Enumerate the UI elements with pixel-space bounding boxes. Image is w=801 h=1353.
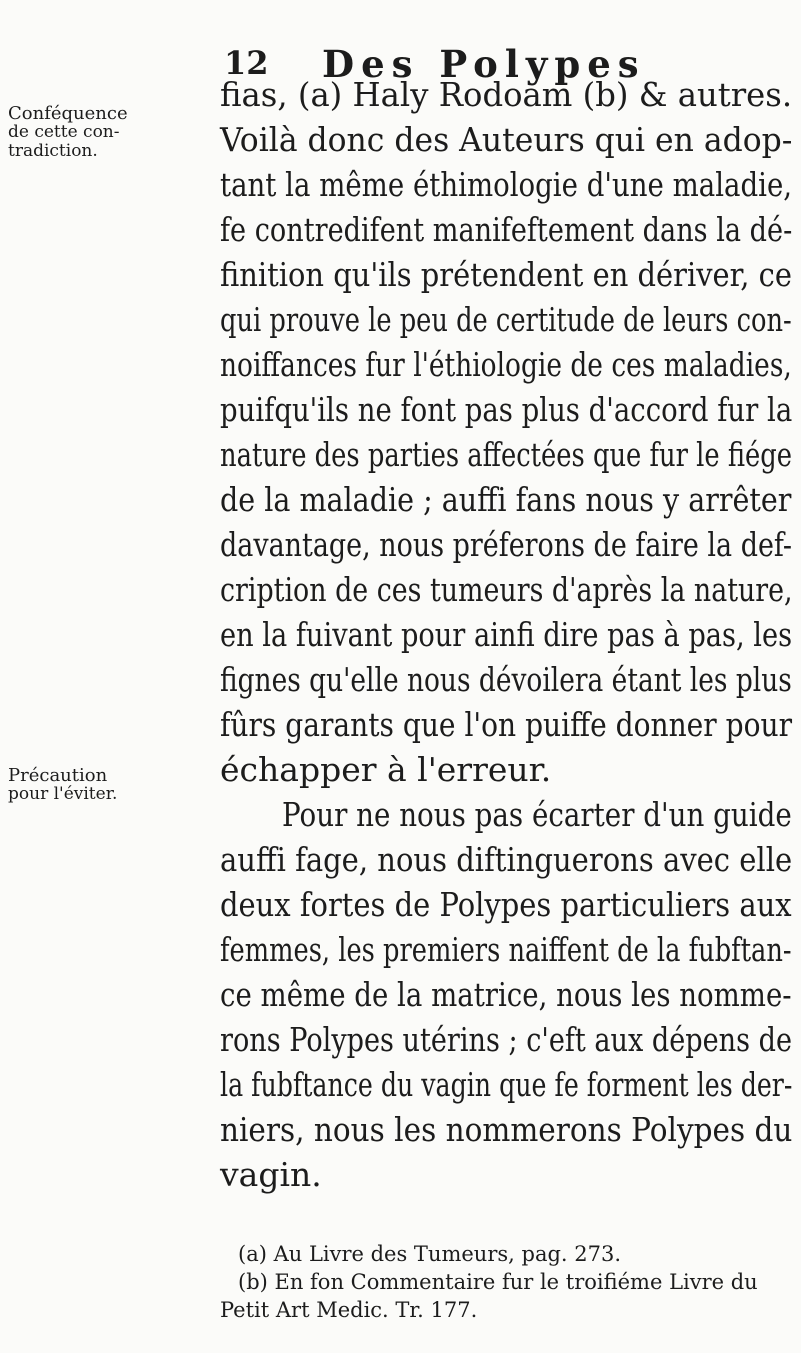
text-line: nature des parties affectées que fur le fiége (220, 435, 793, 474)
page-number: 12 (224, 44, 269, 82)
margin-note-consequence (8, 104, 213, 161)
text-line: finition qu'ils prétendent en dériver, ce (220, 255, 792, 294)
text-line: auffi fage, nous diftinguerons avec elle (220, 840, 793, 879)
text-line: la fubftance du vagin que fe forment les der- (220, 1065, 793, 1104)
text-line: vagin. (220, 1155, 322, 1194)
running-title: Des Polypes (322, 42, 646, 86)
margin-note-precaution (8, 766, 213, 804)
footnotes (220, 1240, 792, 1324)
margin-note-line: de cette con- (8, 122, 120, 142)
text-line: fûrs garants que l'on puiffe donner pour (220, 705, 793, 744)
text-line: cription de ces tumeurs d'après la nature, (220, 570, 793, 609)
text-line: Voilà donc des Auteurs qui en adop- (220, 120, 793, 159)
text-line: deux fortes de Polypes particuliers aux (220, 885, 792, 924)
text-line: de la maladie ; auffi fans nous y arrêter (220, 480, 792, 519)
footnote-a: (a) Au Livre des Tumeurs, pag. 273. (238, 1242, 622, 1266)
text-line: fignes qu'elle nous dévoilera étant les plus (220, 660, 792, 699)
text-line: en la fuivant pour ainfi dire pas à pas, les (220, 615, 793, 654)
text-line: fias, (a) Haly Rodoam (b) & autres. (220, 75, 793, 114)
text-line: tant la même éthimologie d'une maladie, (220, 165, 793, 204)
text-line: échapper à l'erreur. (220, 750, 552, 789)
text-line: puifqu'ils ne font pas plus d'accord fur la (220, 390, 793, 429)
text-line: femmes, les premiers naiffent de la fubftan- (220, 930, 792, 969)
text-line: rons Polypes utérins ; c'eft aux dépens de (220, 1020, 793, 1059)
margin-note-line: pour l'éviter. (8, 784, 118, 804)
text-line: qui prouve le peu de certitude de leurs con- (220, 300, 792, 339)
margin-note-line: tradiction. (8, 141, 98, 161)
margin-note-line: Précaution (8, 765, 108, 786)
footnote-b: (b) En fon Commentaire fur le troifiéme Livre du (238, 1270, 758, 1294)
text-line: ce même de la matrice, nous les nomme- (220, 975, 792, 1014)
footnote-b-continued: Petit Art Medic. Tr. 177. (220, 1298, 478, 1322)
margin-note-line: Conféquence (8, 103, 128, 124)
text-line-indented: Pour ne nous pas écarter d'un guide (282, 795, 792, 834)
text-line: niers, nous les nommerons Polypes du (220, 1110, 793, 1149)
text-line: noiffances fur l'éthiologie de ces maladies, (220, 345, 792, 384)
text-line: davantage, nous préferons de faire la def- (220, 525, 793, 564)
text-line: fe contredifent manifeftement dans la dé- (220, 210, 793, 249)
